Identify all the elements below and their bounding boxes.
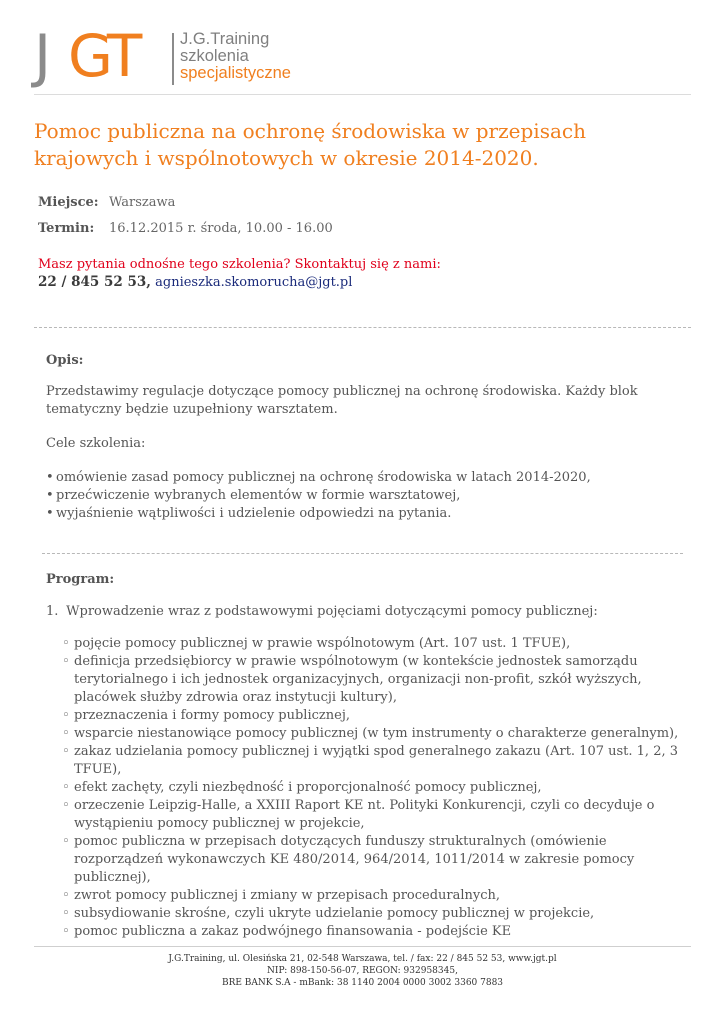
goals-list	[46, 469, 686, 523]
list-item: ◦ przeznaczenia i formy pomocy publicznej,	[62, 707, 682, 725]
list-item: ◦ pojęcie pomocy publicznej w prawie wspólnotowym (Art. 107 ust. 1 TFUE),	[62, 635, 682, 653]
contact-phone: 22 / 845 52 53,	[38, 274, 151, 290]
list-item: ◦ subsydiowanie skrośne, czyli ukryte udzielanie pomocy publicznej w projekcie,	[62, 905, 682, 923]
program-subitems-list	[62, 635, 682, 941]
date-value: 16.12.2015 r. środa, 10.00 - 16.00	[109, 221, 333, 236]
description-heading: Opis:	[46, 353, 84, 368]
page-footer	[0, 953, 725, 989]
list-item: ◦ wsparcie niestanowiące pomocy publicznej (w tym instrumenty o charakterze generalnym),	[62, 725, 682, 743]
description-section	[46, 353, 686, 523]
list-item: ◦ efekt zachęty, czyli niezbędność i proporcjonalność pomocy publicznej,	[62, 779, 682, 797]
section-divider	[34, 327, 691, 328]
list-item: • omówienie zasad pomocy publicznej na ochronę środowiska w latach 2014-2020,	[46, 469, 686, 487]
section-divider	[42, 553, 683, 554]
list-item: ◦ zakaz udzielania pomocy publicznej i wyjątki spod generalnego zakazu (Art. 107 ust. 1, 2, 3 TFUE),	[62, 743, 682, 779]
place-label: Miejsce:	[38, 195, 99, 210]
list-item: ◦ pomoc publiczna w przepisach dotyczących funduszy strukturalnych (omówienie rozporządzeń wykonawczych KE 480/2014, 964/2014, 1011/2014 w zakresie pomocy publicznej),	[62, 833, 682, 887]
logo-text	[180, 31, 291, 82]
logo-tagline-1: szkolenia	[180, 47, 249, 65]
contact-line	[38, 274, 352, 290]
list-item: ◦ pomoc publiczna a zakaz podwójnego finansowania - podejście KE	[62, 923, 682, 941]
program-item-title: Wprowadzenie wraz z podstawowymi pojęciami dotyczącymi pomocy publicznej:	[66, 604, 598, 619]
footer-divider	[34, 946, 691, 947]
program-section	[46, 572, 686, 587]
footer-tax-ids: NIP: 898-150-56-07, REGON: 932958345,	[267, 966, 458, 976]
contact-question: Masz pytania odnośne tego szkolenia? Skontaktuj się z nami:	[38, 257, 441, 272]
logo-mark-j: J	[34, 22, 49, 90]
footer-address: J.G.Training, ul. Olesińska 21, 02-548 Warszawa, tel. / fax: 22 / 845 52 53, www.jgt.pl	[168, 954, 557, 964]
date-label: Termin:	[38, 221, 95, 236]
logo-mark-gt: GT	[68, 22, 139, 90]
place-value: Warszawa	[109, 195, 176, 210]
logo-separator	[172, 33, 174, 85]
page-title: Pomoc publiczna na ochronę środowiska w przepisach krajowych i wspólnotowych w okresie 2014-2020.	[34, 119, 586, 170]
footer-bank-account: BRE BANK S.A - mBank: 38 1140 2004 0000 3002 3360 7883	[221, 978, 504, 988]
contact-email-link[interactable]: agnieszka.skomorucha@jgt.pl	[155, 275, 353, 290]
logo-company-name: J.G.Training	[180, 30, 270, 48]
list-item: ◦ zwrot pomocy publicznej i zmiany w przepisach proceduralnych,	[62, 887, 682, 905]
logo-tagline-2: specjalistyczne	[180, 64, 291, 82]
description-paragraph: Przedstawimy regulacje dotyczące pomocy publicznej na ochronę środowiska. Każdy blok tematyczny będzie uzupełniony warsztatem.	[46, 384, 638, 417]
header-divider	[34, 94, 691, 95]
program-heading: Program:	[46, 572, 115, 587]
program-item	[46, 604, 598, 619]
program-item-number: 1.	[46, 604, 59, 619]
list-item: • przećwiczenie wybranych elementów w formie warsztatowej,	[46, 487, 686, 505]
list-item: ◦ definicja przedsiębiorcy w prawie wspólnotowym (w kontekście jednostek samorządu terytorialnego i ich jednostek organizacyjnych, organizacji non-profit, szkół wyższych, placówek służby zdrowia oraz instytucji kultury),	[62, 653, 682, 707]
list-item: • wyjaśnienie wątpliwości i udzielenie odpowiedzi na pytania.	[46, 505, 686, 523]
list-item: ◦ orzeczenie Leipzig-Halle, a XXIII Raport KE nt. Polityki Konkurencji, czyli co decyduje o wystąpieniu pomocy publicznej w projekcie,	[62, 797, 682, 833]
goals-label: Cele szkolenia:	[46, 436, 146, 451]
